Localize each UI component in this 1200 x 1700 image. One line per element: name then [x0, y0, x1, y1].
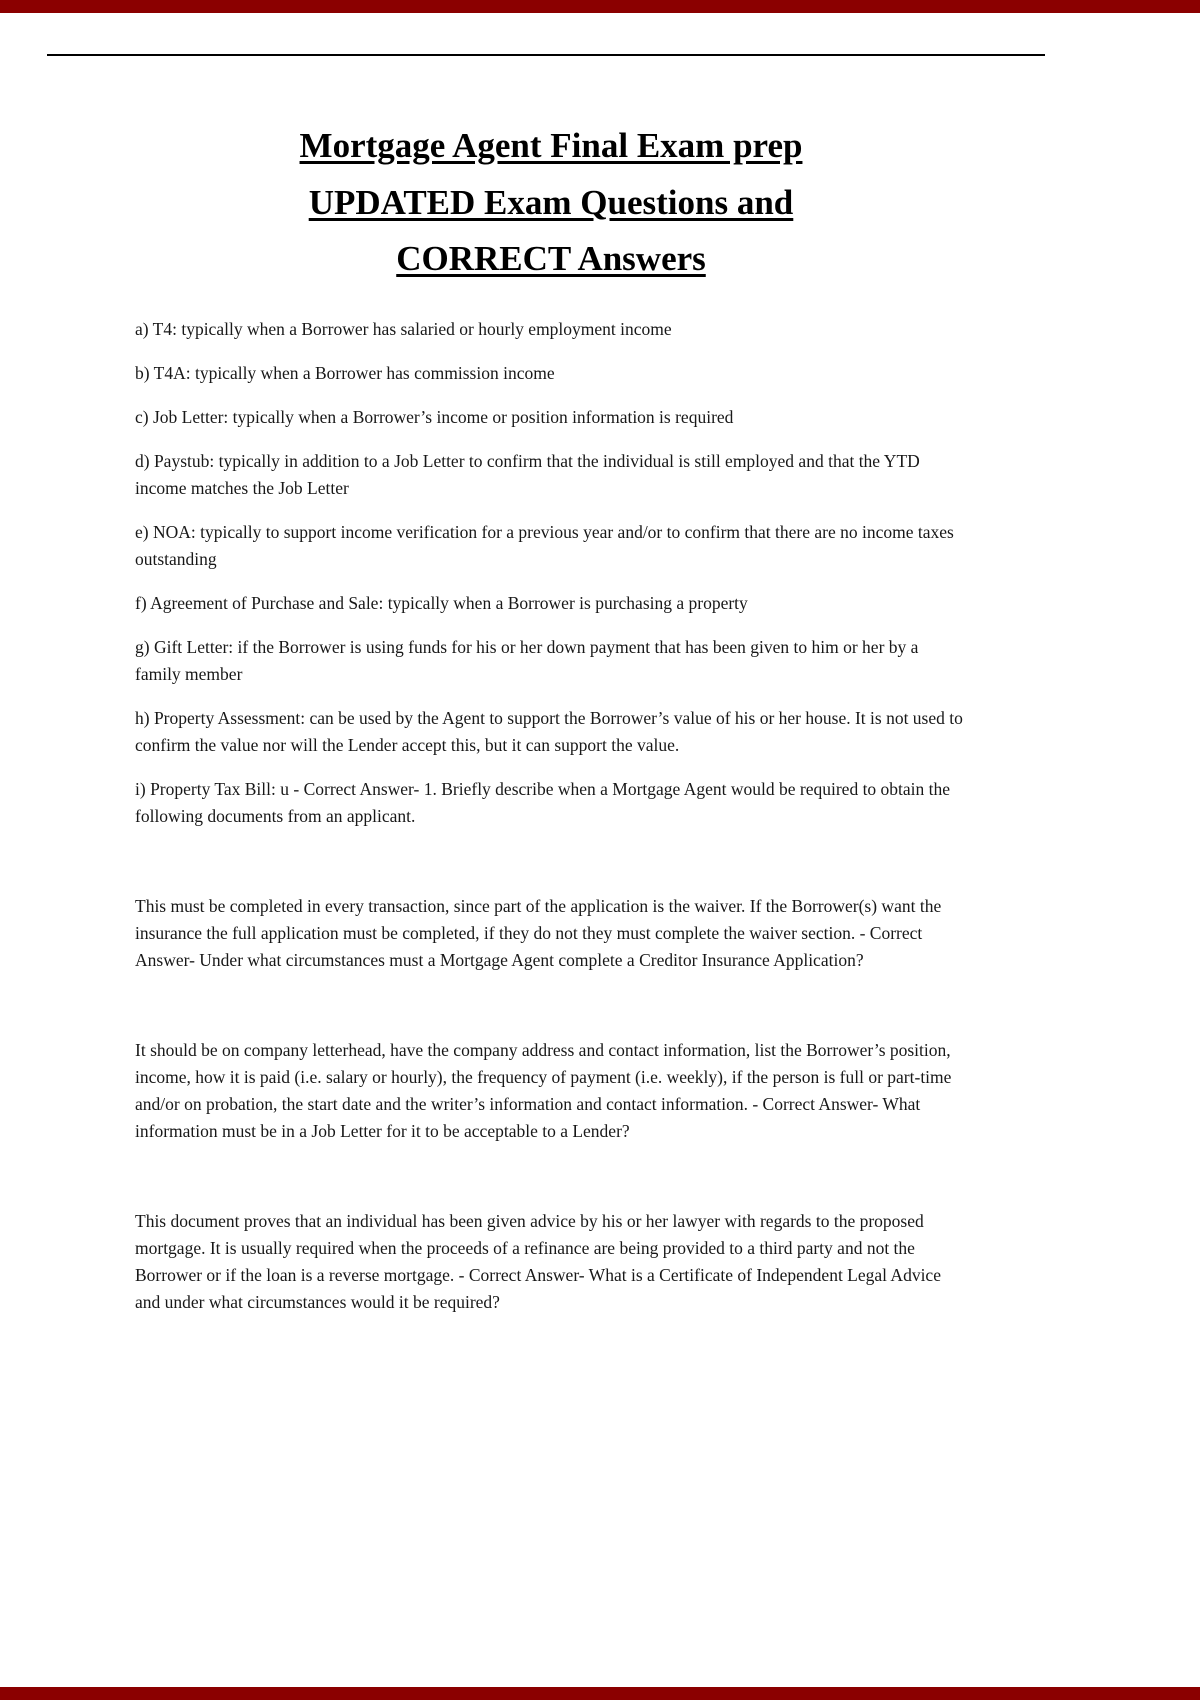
title-line-2: UPDATED Exam Questions and — [308, 182, 794, 222]
paragraph-item-c: c) Job Letter: typically when a Borrower’s income or position information is required — [135, 407, 734, 428]
paragraph-item-e: e) NOA: typically to support income verification for a previous year and/or to confirm that there are no income taxes outstanding — [135, 522, 954, 570]
document-title — [135, 118, 967, 288]
qa-paragraph-job-letter: It should be on company letterhead, have the company address and contact information, list the Borrower’s position, income, how it is paid (i.e. salary or hourly), the frequency of payment (i.e. weekly), if the person is full or part-time and/or on probation, the start date and the writer’s information and contact information. - Correct Answer- What information must be in a Job Letter for it to be acceptable to a Lender? — [135, 1040, 952, 1142]
paragraph-item-i: i) Property Tax Bill: u - Correct Answer- 1. Briefly describe when a Mortgage Agent would be required to obtain the following documents from an applicant. — [135, 779, 951, 827]
bottom-border-bar — [0, 1687, 1200, 1700]
paragraph-item-d: d) Paystub: typically in addition to a Job Letter to confirm that the individual is still employed and that the YTD income matches the Job Letter — [135, 451, 920, 499]
title-line-1: Mortgage Agent Final Exam prep — [299, 126, 803, 165]
paragraph-item-a: a) T4: typically when a Borrower has salaried or hourly employment income — [135, 319, 672, 340]
qa-paragraph-legal-advice: This document proves that an individual has been given advice by his or her lawyer with regards to the proposed mortgage. It is usually required when the proceeds of a refinance are being provided to a third party and not the Borrower or if the loan is a reverse mortgage. - Correct Answer- What is a Certificate of Independent Legal Advice and under what circumstances would it be required? — [135, 1211, 941, 1313]
page-content — [135, 118, 967, 1333]
qa-paragraph-creditor-insurance: This must be completed in every transaction, since part of the application is the waiver. If the Borrower(s) want the insurance the full application must be completed, if they do not they must complete the waiver section. - Correct Answer- Under what circumstances must a Mortgage Agent complete a Creditor Insurance Application? — [135, 896, 942, 971]
header-rule — [47, 54, 1045, 56]
paragraph-item-b: b) T4A: typically when a Borrower has commission income — [135, 363, 555, 384]
paragraph-item-f: f) Agreement of Purchase and Sale: typically when a Borrower is purchasing a property — [135, 593, 748, 614]
title-line-3: CORRECT Answers — [396, 239, 706, 279]
top-border-bar — [0, 0, 1200, 13]
paragraph-item-h: h) Property Assessment: can be used by the Agent to support the Borrower’s value of his or her house. It is not used to confirm the value nor will the Lender accept this, but it can support the value. — [135, 708, 963, 756]
paragraph-item-g: g) Gift Letter: if the Borrower is using funds for his or her down payment that has been given to him or her by a family member — [135, 637, 919, 685]
